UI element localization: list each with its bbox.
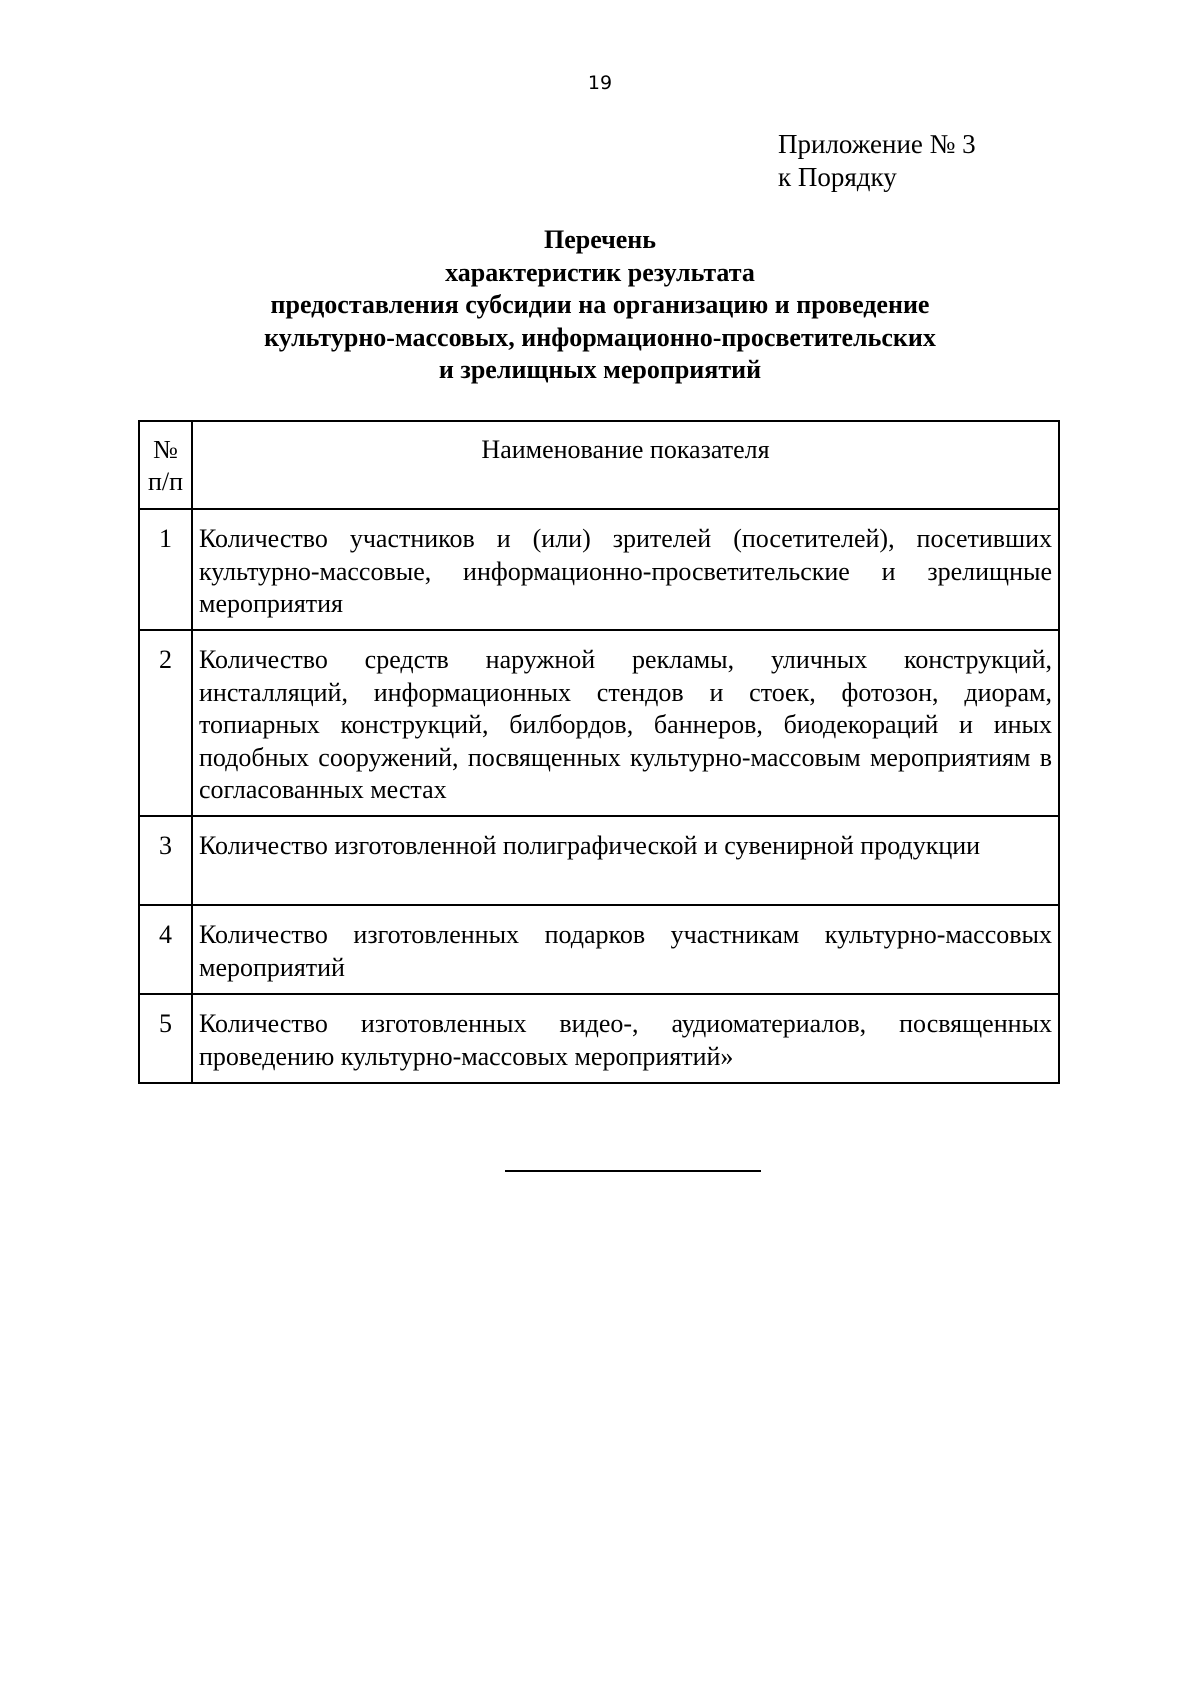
end-of-document-rule [505, 1170, 761, 1172]
row-number: 5 [139, 994, 192, 1083]
title-line-5: и зрелищных мероприятий [438, 355, 762, 384]
title-line-2: характеристик результата [445, 257, 755, 287]
header-indicator-name: Наименование показателя [192, 421, 1059, 509]
title-line-3: предоставления субсидии на организацию и проведение [270, 290, 930, 319]
header-number-abbrev: п/п [147, 467, 184, 496]
table-row [139, 630, 1059, 816]
page-number: 19 [587, 72, 613, 94]
table-row [139, 509, 1059, 630]
title-line-4: культурно-массовых, информационно-просветительских [264, 322, 936, 352]
row-number: 4 [139, 905, 192, 994]
table-row [139, 994, 1059, 1083]
indicator-name: Количество изготовленных видео-, аудиоматериалов, посвященных проведению культурно-массовых мероприятий» [192, 994, 1059, 1083]
row-number: 2 [139, 630, 192, 816]
table-header-row [139, 421, 1059, 509]
indicator-name: Количество изготовленной полиграфической и сувенирной продукции [192, 816, 1059, 905]
indicator-name: Количество участников и (или) зрителей (посетителей), посетивших культурно-массовые, информационно-просветительские и зрелищные мероприятия [192, 509, 1059, 630]
header-number [139, 421, 192, 509]
table-row [139, 816, 1059, 905]
document-title [0, 224, 1200, 387]
indicator-name: Количество изготовленных подарков участникам культурно-массовых мероприятий [192, 905, 1059, 994]
appendix-order: к Порядку [778, 162, 897, 192]
appendix-reference [778, 128, 976, 194]
table-row [139, 905, 1059, 994]
row-number: 3 [139, 816, 192, 905]
indicators-table [138, 420, 1060, 1084]
row-number: 1 [139, 509, 192, 630]
title-line-1: Перечень [543, 225, 657, 254]
indicator-name: Количество средств наружной рекламы, уличных конструкций, инсталляций, информационных стендов и стоек, фотозон, диорам, топиарных конструкций, билбордов, баннеров, биодекораций и иных подобных сооружений, посвященных культурно-массовым мероприятиям в согласованных местах [192, 630, 1059, 816]
appendix-number: Приложение № 3 [778, 129, 976, 159]
header-number-sign: № [153, 435, 178, 464]
